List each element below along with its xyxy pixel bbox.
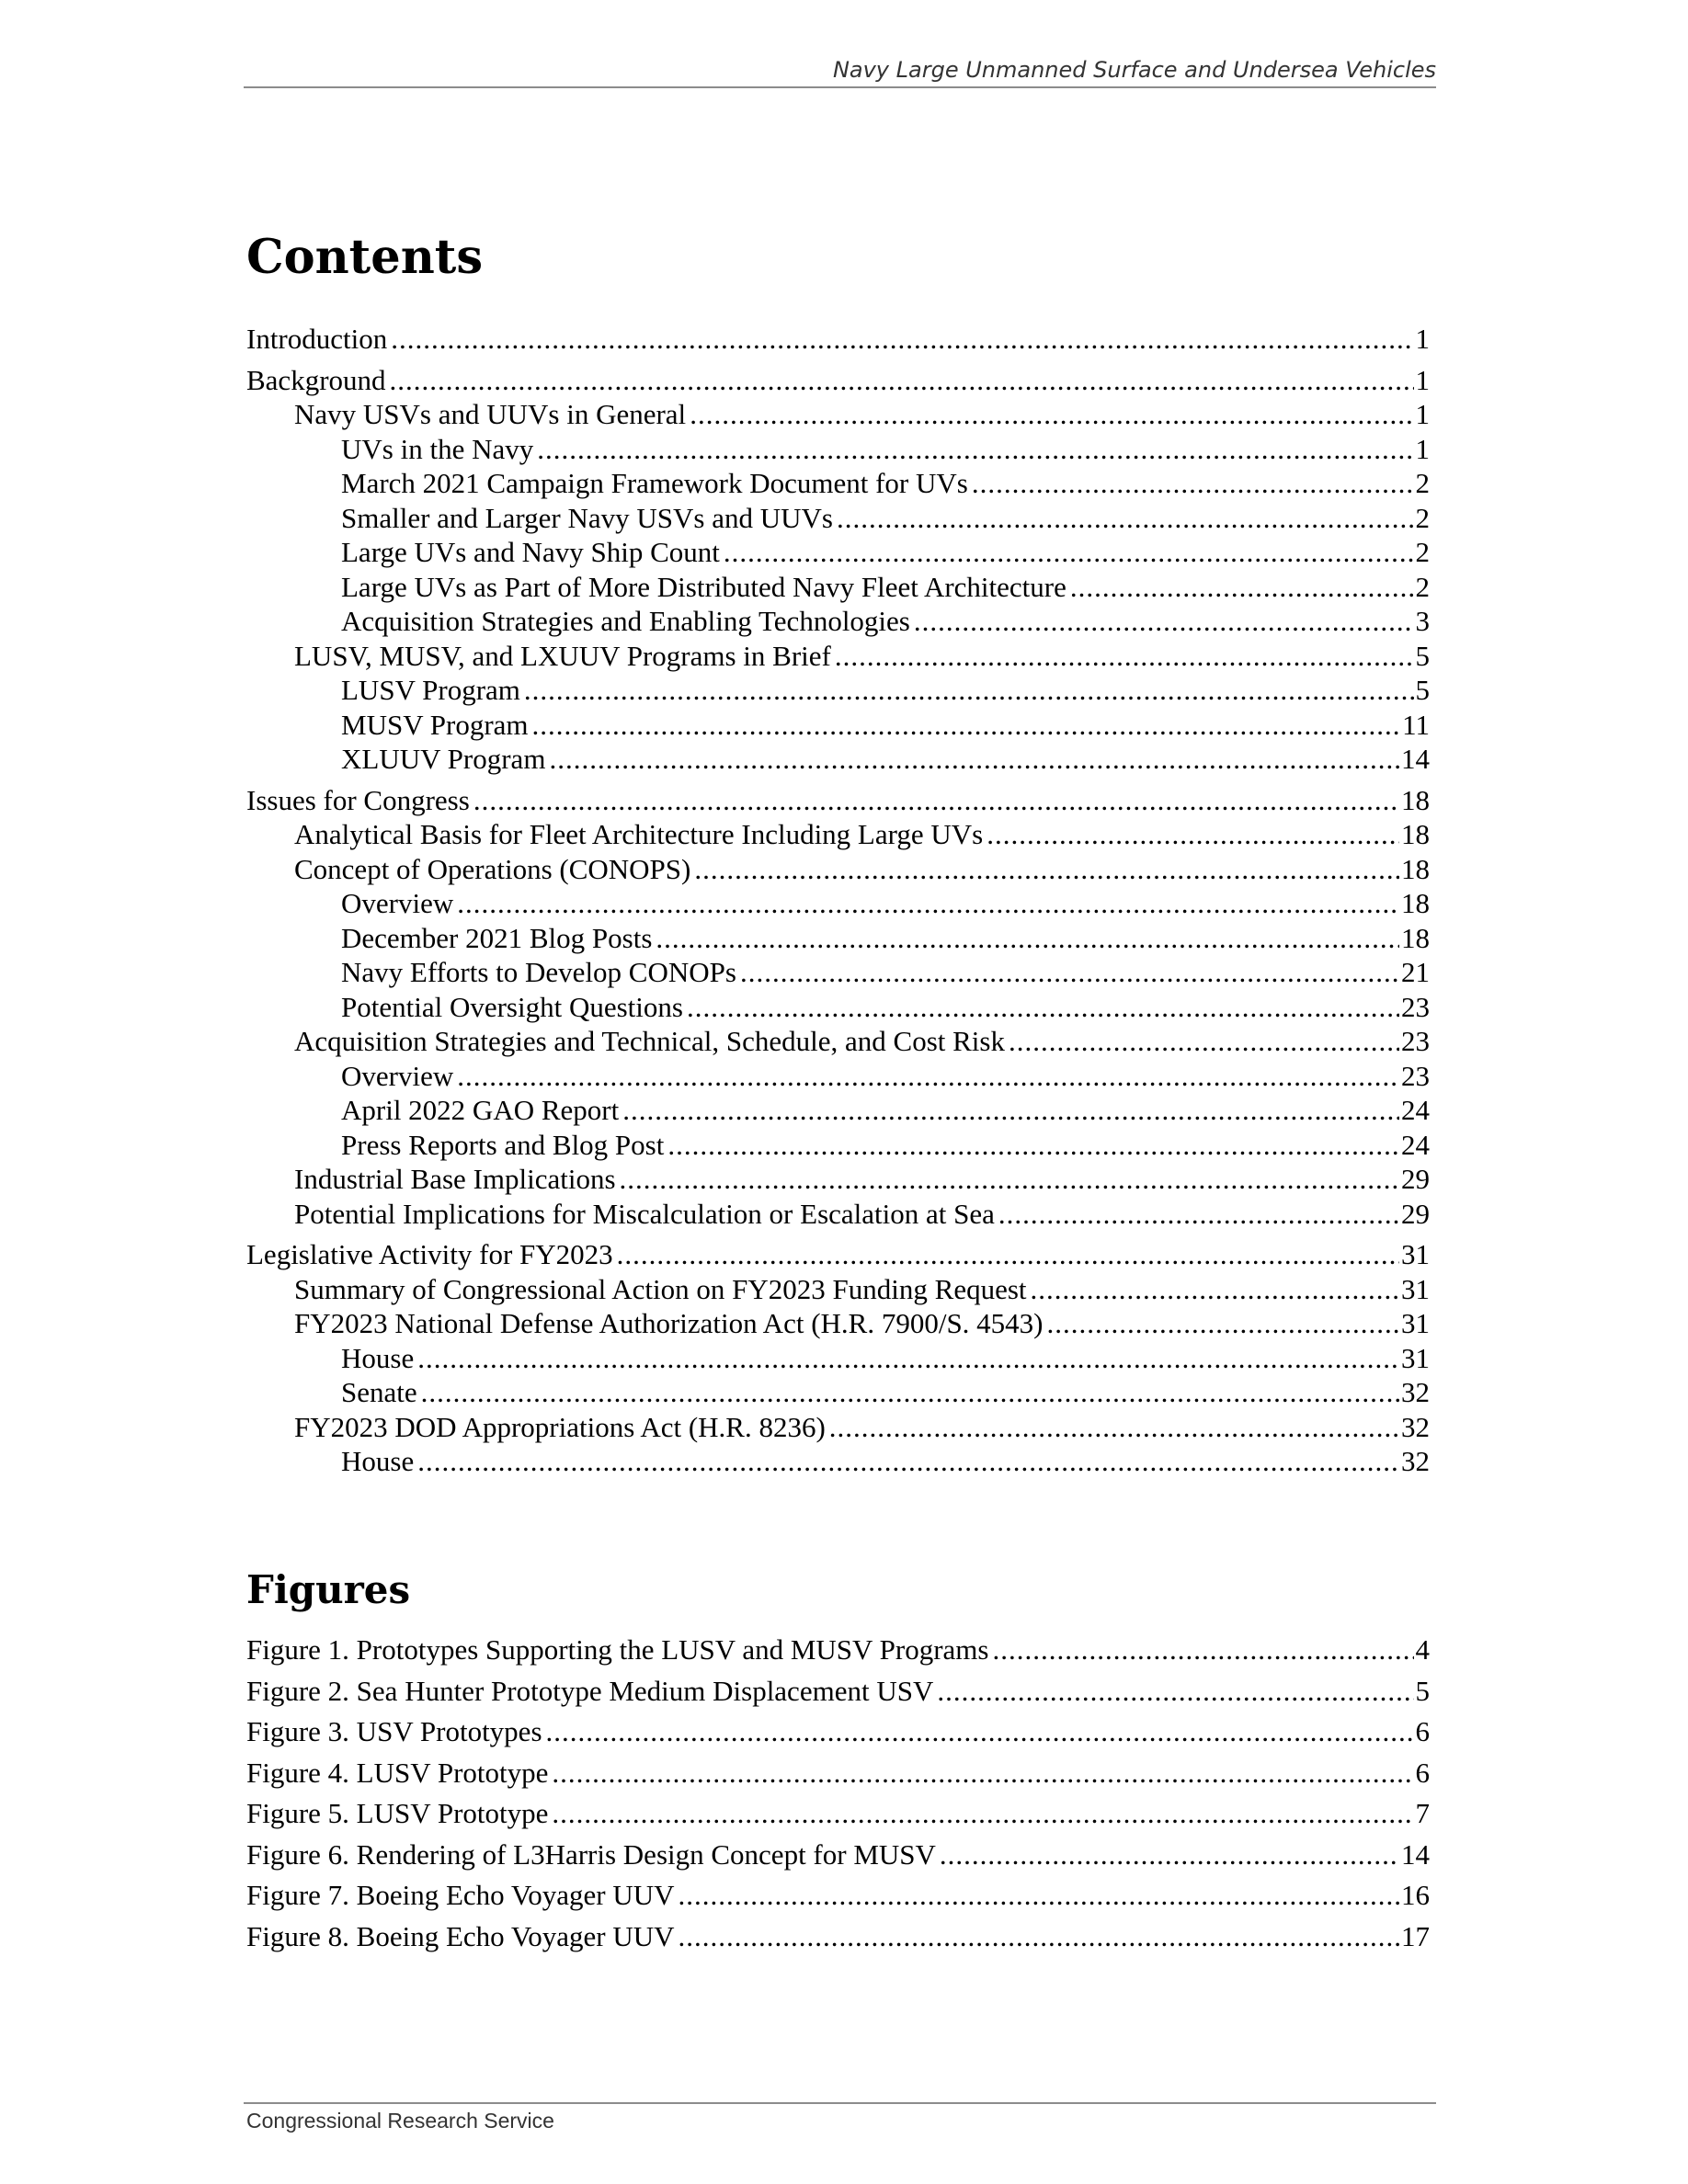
dot-leader	[457, 1059, 1399, 1094]
toc-entry[interactable]	[246, 1024, 1430, 1059]
toc-entry-label: Issues for Congress	[246, 783, 470, 816]
toc-entry[interactable]	[246, 363, 1430, 398]
dot-leader	[473, 783, 1399, 818]
header-divider	[244, 86, 1436, 88]
toc-entry[interactable]	[246, 886, 1430, 921]
toc-entry-page-number: 23	[1401, 1059, 1430, 1092]
figure-entry[interactable]	[246, 1878, 1430, 1913]
dot-leader	[656, 921, 1399, 956]
dot-leader	[914, 604, 1414, 639]
toc-entry-label: December 2021 Blog Posts	[341, 921, 653, 954]
toc-entry[interactable]	[246, 501, 1430, 536]
toc-entry-label: House	[341, 1341, 415, 1374]
dot-leader	[835, 639, 1414, 674]
dot-leader	[524, 673, 1414, 708]
figure-entry-label: Figure 3. USV Prototypes	[246, 1715, 542, 1747]
toc-entry[interactable]	[246, 817, 1430, 852]
dot-leader	[537, 432, 1413, 467]
toc-entry-label: Legislative Activity for FY2023	[246, 1238, 613, 1270]
toc-entry-page-number: 31	[1401, 1341, 1430, 1374]
toc-entry-page-number: 31	[1401, 1238, 1430, 1270]
toc-entry-label: Acquisition Strategies and Enabling Technologies	[341, 605, 910, 637]
dot-leader	[391, 322, 1413, 357]
toc-entry-label: Analytical Basis for Fleet Architecture Including Large UVs	[294, 818, 984, 850]
toc-entry[interactable]	[246, 639, 1430, 674]
toc-entry-label: Potential Oversight Questions	[341, 990, 683, 1023]
dot-leader	[972, 466, 1414, 501]
toc-entry-page-number: 21	[1401, 956, 1430, 988]
dot-leader	[724, 535, 1414, 570]
toc-entry-label: Smaller and Larger Navy USVs and UUVs	[341, 501, 833, 534]
toc-entry[interactable]	[246, 1272, 1430, 1307]
toc-entry-page-number: 32	[1401, 1410, 1430, 1443]
dot-leader	[740, 955, 1399, 990]
contents-list	[246, 315, 1430, 1479]
toc-entry[interactable]	[246, 1059, 1430, 1094]
toc-entry-page-number: 5	[1415, 639, 1430, 672]
figure-entry[interactable]	[246, 1674, 1430, 1709]
toc-entry[interactable]	[246, 1237, 1430, 1272]
toc-entry[interactable]	[246, 921, 1430, 956]
toc-entry-label: Navy Efforts to Develop CONOPs	[341, 956, 736, 988]
toc-entry[interactable]	[246, 1093, 1430, 1128]
toc-entry-page-number: 29	[1401, 1163, 1430, 1195]
toc-entry[interactable]	[246, 1197, 1430, 1232]
dot-leader	[940, 1837, 1399, 1872]
toc-entry[interactable]	[246, 535, 1430, 570]
toc-entry-label: Industrial Base Implications	[294, 1163, 616, 1195]
dot-leader	[667, 1128, 1399, 1163]
dot-leader	[679, 1878, 1399, 1913]
toc-entry-label: FY2023 DOD Appropriations Act (H.R. 8236)	[294, 1410, 826, 1443]
dot-leader	[837, 501, 1414, 536]
toc-entry-label: Overview	[341, 1059, 454, 1092]
dot-leader	[532, 708, 1401, 743]
dot-leader	[1009, 1024, 1399, 1059]
figure-entry-label: Figure 8. Boeing Echo Voyager UUV	[246, 1919, 675, 1952]
dot-leader	[690, 397, 1413, 432]
toc-entry[interactable]	[246, 432, 1430, 467]
toc-entry-page-number: 31	[1401, 1272, 1430, 1305]
dot-leader	[546, 1714, 1414, 1749]
toc-entry[interactable]	[246, 1444, 1430, 1479]
toc-entry[interactable]	[246, 742, 1430, 777]
toc-entry-label: UVs in the Navy	[341, 432, 534, 465]
toc-entry-page-number: 1	[1415, 323, 1430, 355]
toc-entry[interactable]	[246, 852, 1430, 887]
toc-entry-page-number: 2	[1415, 467, 1430, 499]
toc-entry-page-number: 2	[1415, 570, 1430, 603]
toc-entry[interactable]	[246, 1341, 1430, 1376]
toc-entry-page-number: 11	[1402, 708, 1430, 741]
toc-entry-page-number: 18	[1401, 783, 1430, 816]
figure-entry-label: Figure 1. Prototypes Supporting the LUSV and MUSV Programs	[246, 1633, 989, 1666]
toc-entry-page-number: 24	[1401, 1128, 1430, 1161]
toc-entry-page-number: 5	[1415, 674, 1430, 706]
toc-entry-page-number: 18	[1401, 852, 1430, 885]
toc-entry-label: Large UVs and Navy Ship Count	[341, 536, 720, 568]
figure-entry-page-number: 4	[1415, 1633, 1430, 1666]
figure-entry-page-number: 5	[1415, 1674, 1430, 1707]
toc-entry[interactable]	[246, 1306, 1430, 1341]
toc-entry[interactable]	[246, 783, 1430, 818]
toc-entry[interactable]	[246, 397, 1430, 432]
toc-entry[interactable]	[246, 466, 1430, 501]
toc-entry-label: Concept of Operations (CONOPS)	[294, 852, 691, 885]
toc-entry-label: LUSV, MUSV, and LXUUV Programs in Brief	[294, 639, 831, 672]
contents-heading: Contents	[246, 230, 484, 285]
footer-divider	[244, 2102, 1436, 2104]
figure-entry[interactable]	[246, 1919, 1430, 1954]
figure-entry[interactable]	[246, 1756, 1430, 1791]
dot-leader	[549, 742, 1399, 777]
toc-entry-page-number: 31	[1401, 1307, 1430, 1339]
toc-entry-label: LUSV Program	[341, 674, 520, 706]
toc-entry[interactable]	[246, 708, 1430, 743]
dot-leader	[457, 886, 1399, 921]
figures-list	[246, 1632, 1430, 1960]
dot-leader	[694, 852, 1399, 887]
dot-leader	[687, 990, 1399, 1025]
figure-entry-page-number: 17	[1401, 1919, 1430, 1952]
toc-entry-page-number: 29	[1401, 1197, 1430, 1230]
toc-entry-label: XLUUV Program	[341, 743, 546, 775]
dot-leader	[421, 1375, 1399, 1410]
dot-leader	[937, 1674, 1413, 1709]
toc-entry-page-number: 32	[1401, 1376, 1430, 1408]
figure-entry-page-number: 7	[1415, 1797, 1430, 1829]
figure-entry[interactable]	[246, 1837, 1430, 1872]
toc-entry[interactable]	[246, 673, 1430, 708]
toc-entry-label: Press Reports and Blog Post	[341, 1128, 665, 1161]
running-footer-publisher: Congressional Research Service	[246, 2109, 554, 2133]
figure-entry-page-number: 16	[1401, 1879, 1430, 1911]
toc-entry-label: April 2022 GAO Report	[341, 1094, 620, 1126]
figure-entry-page-number: 6	[1415, 1715, 1430, 1747]
toc-entry-page-number: 1	[1415, 398, 1430, 430]
dot-leader	[617, 1237, 1399, 1272]
dot-leader	[390, 363, 1414, 398]
dot-leader	[622, 1093, 1399, 1128]
toc-entry-label: March 2021 Campaign Framework Document for UVs	[341, 467, 968, 499]
dot-leader	[1070, 570, 1414, 605]
toc-entry[interactable]	[246, 570, 1430, 605]
toc-entry[interactable]	[246, 1375, 1430, 1410]
dot-leader	[552, 1796, 1413, 1831]
figure-entry-page-number: 6	[1415, 1756, 1430, 1789]
toc-entry-page-number: 18	[1401, 887, 1430, 919]
toc-entry[interactable]	[246, 1128, 1430, 1163]
toc-entry-page-number: 1	[1415, 363, 1430, 396]
toc-entry-page-number: 2	[1415, 536, 1430, 568]
toc-entry-page-number: 18	[1401, 921, 1430, 954]
dot-leader	[998, 1197, 1399, 1232]
running-header-title: Navy Large Unmanned Surface and Undersea Vehicles	[832, 57, 1436, 83]
toc-entry-page-number: 23	[1401, 1025, 1430, 1057]
toc-entry-page-number: 18	[1401, 818, 1430, 850]
figure-entry[interactable]	[246, 1796, 1430, 1831]
dot-leader	[987, 817, 1399, 852]
dot-leader	[679, 1919, 1399, 1954]
dot-leader	[992, 1632, 1413, 1667]
dot-leader	[552, 1756, 1413, 1791]
toc-entry[interactable]	[246, 322, 1430, 357]
toc-entry-label: Acquisition Strategies and Technical, Schedule, and Cost Risk	[294, 1025, 1005, 1057]
figure-entry-label: Figure 6. Rendering of L3Harris Design Concept for MUSV	[246, 1837, 936, 1871]
dot-leader	[417, 1444, 1399, 1479]
dot-leader	[829, 1410, 1399, 1445]
figure-entry-label: Figure 2. Sea Hunter Prototype Medium Displacement USV	[246, 1674, 934, 1707]
dot-leader	[620, 1162, 1399, 1197]
toc-entry-label: Potential Implications for Miscalculation or Escalation at Sea	[294, 1197, 995, 1230]
toc-entry-label: MUSV Program	[341, 708, 529, 741]
toc-entry-label: Overview	[341, 887, 454, 919]
toc-entry-page-number: 23	[1401, 990, 1430, 1023]
toc-entry[interactable]	[246, 990, 1430, 1025]
toc-entry-page-number: 3	[1415, 605, 1430, 637]
dot-leader	[1031, 1272, 1399, 1307]
toc-entry[interactable]	[246, 604, 1430, 639]
figure-entry-label: Figure 4. LUSV Prototype	[246, 1756, 549, 1789]
toc-entry-label: Summary of Congressional Action on FY2023 Funding Request	[294, 1272, 1027, 1305]
toc-entry-page-number: 32	[1401, 1445, 1430, 1477]
toc-entry-page-number: 14	[1401, 743, 1430, 775]
figure-entry-page-number: 14	[1401, 1837, 1430, 1871]
figure-entry-label: Figure 5. LUSV Prototype	[246, 1797, 549, 1829]
toc-entry-label: Senate	[341, 1376, 417, 1408]
toc-entry-label: FY2023 National Defense Authorization Act (H.R. 7900/S. 4543)	[294, 1307, 1044, 1339]
toc-entry-label: Navy USVs and UUVs in General	[294, 398, 687, 430]
toc-entry-page-number: 24	[1401, 1094, 1430, 1126]
dot-leader	[417, 1341, 1399, 1376]
figure-entry[interactable]	[246, 1714, 1430, 1749]
toc-entry-page-number: 1	[1415, 432, 1430, 465]
toc-entry[interactable]	[246, 955, 1430, 990]
toc-entry-page-number: 2	[1415, 501, 1430, 534]
toc-entry[interactable]	[246, 1410, 1430, 1445]
toc-entry-label: Introduction	[246, 323, 388, 355]
dot-leader	[1047, 1306, 1399, 1341]
toc-entry-label: House	[341, 1445, 415, 1477]
figure-entry-label: Figure 7. Boeing Echo Voyager UUV	[246, 1879, 675, 1911]
figures-heading: Figures	[246, 1567, 411, 1612]
toc-entry[interactable]	[246, 1162, 1430, 1197]
figure-entry[interactable]	[246, 1632, 1430, 1667]
toc-entry-label: Large UVs as Part of More Distributed Navy Fleet Architecture	[341, 570, 1066, 603]
toc-entry-label: Background	[246, 363, 386, 396]
